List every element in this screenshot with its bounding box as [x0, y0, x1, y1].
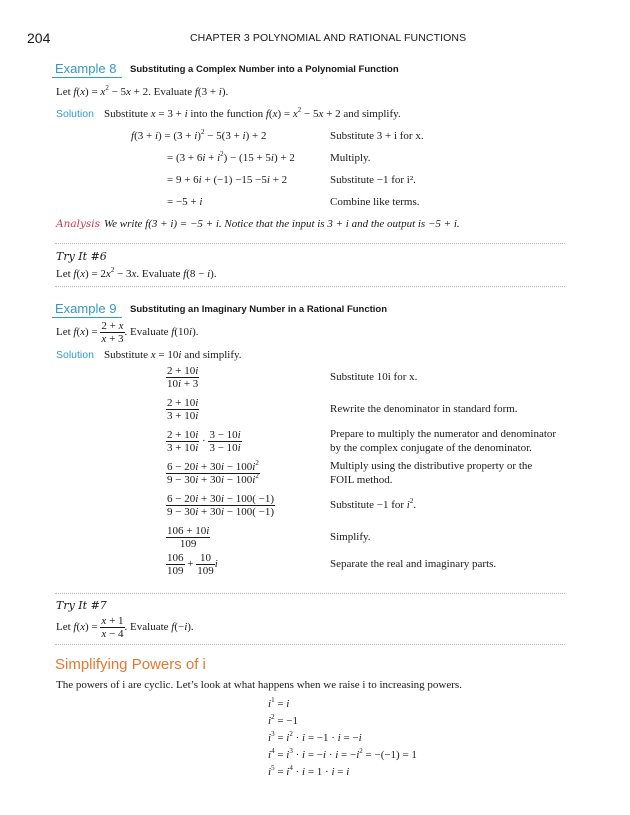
- example-9-step-7: $\frac{106}{109}$ + $\frac{10}{109}$ i: [167, 552, 218, 577]
- example-9-note-1: Substitute 10i for x.: [330, 371, 418, 383]
- try-it-6-label: Try It #6: [56, 250, 107, 263]
- powers-intro: The powers of i are cyclic. Let’s look at what happens when we raise i to increasing powers.: [56, 679, 462, 691]
- example-9-step-6: $\frac{106 + 10i}{109}$: [167, 525, 210, 550]
- example-9-step-1: $\frac{2 + 10i}{10i + 3}$: [167, 365, 199, 390]
- section-title-text: Simplifying Powers of i: [55, 656, 206, 673]
- example-8-step-1: $f(3 + i) = (3 + i)^2 - 5(3 + i) + 2$: [131, 127, 267, 142]
- example-9-underline: [52, 317, 122, 318]
- section-title: [55, 656, 206, 673]
- power-line-4: $i^4 = i^3 \cdot i = -i \cdot i = -i^2 = -(-1) = 1$: [268, 746, 417, 761]
- analysis-label: Analysis: [56, 218, 101, 230]
- try-it-7-label: Try It #7: [56, 599, 107, 612]
- example-8-step-3: = 9 + 6i + (−1) −15 −5i + 2: [167, 174, 288, 186]
- divider: [55, 286, 565, 287]
- divider: [55, 593, 565, 594]
- power-line-1: $i^1 = i$: [268, 695, 290, 710]
- example-8-label: Example 8: [55, 61, 117, 76]
- example-8-note-1: Substitute 3 + i for x.: [330, 130, 424, 142]
- analysis-text: We write f(3 + i) = −5 + i. Notice that the input is 3 + i and the output is −5 + i.: [104, 218, 460, 230]
- example-9-note-4b: FOIL method.: [330, 474, 393, 486]
- example-8-prompt: Let $f(x) = x^2 - 5x + 2$. Evaluate f(3 + i).: [56, 83, 229, 98]
- power-line-5: $i^5 = i^4 \cdot i = 1 \cdot i = i$: [268, 763, 350, 778]
- try-it-6-prompt: Let $f(x) = 2x^2 - 3x$. Evaluate f(8 − i).: [56, 265, 217, 280]
- example-9-prompt: Let f(x) = $\frac{2 + x}{x + 3}$ . Evaluate f(10i).: [56, 320, 199, 345]
- example-9-note-7: Separate the real and imaginary parts.: [330, 558, 497, 570]
- example-8-note-2: Multiply.: [330, 152, 371, 164]
- example-8-title: Substituting a Complex Number into a Polynomial Function: [130, 64, 399, 75]
- example-9-note-3a: Prepare to multiply the numerator and denominator: [330, 428, 557, 440]
- chapter-heading: CHAPTER 3 POLYNOMIAL AND RATIONAL FUNCTIONS: [190, 32, 467, 44]
- power-line-3: $i^3 = i^2 \cdot i = -1 \cdot i = -i$: [268, 729, 362, 744]
- divider: [55, 644, 565, 645]
- example-9-note-6: Simplify.: [330, 531, 371, 543]
- example-8-solution-label: Solution: [56, 108, 94, 120]
- try-it-7-prompt: Let f(x) = $\frac{x + 1}{x - 4}$ . Evaluate f(−i).: [56, 615, 194, 640]
- example-9-step-3: $\frac{2 + 10i}{3 + 10i}$ · $\frac{3 - 10i}{3 - 10i}$: [167, 429, 241, 454]
- example-8-solution-text: Substitute x = 3 + i into the function $f(x) = x^2 - 5x + 2$ and simplify.: [104, 105, 401, 120]
- example-9-step-2: $\frac{2 + 10i}{3 + 10i}$: [167, 397, 199, 422]
- example-9-step-5: $\frac{6 - 20i + 30i - 100( -1)}{9 - 30i + 30i - 100( -1)}$: [167, 493, 275, 518]
- example-9-step-4: $\frac{6 - 20i + 30i - 100i^2}{9 - 30i + 30i - 100i^2}$: [167, 458, 259, 486]
- example-9-solution-label: Solution: [56, 349, 94, 361]
- example-9-note-3b: by the complex conjugate of the denominator.: [330, 442, 532, 454]
- example-8-step-4: = −5 + i: [167, 196, 203, 208]
- example-9-label: Example 9: [55, 301, 117, 316]
- power-line-2: $i^2 = -1$: [268, 712, 298, 727]
- example-8-underline: [52, 77, 122, 78]
- example-9-note-5: Substitute −1 for $i^2$.: [330, 496, 417, 511]
- example-9-note-2: Rewrite the denominator in standard form.: [330, 403, 518, 415]
- page-number: 204: [27, 30, 51, 46]
- divider: [55, 243, 565, 244]
- example-9-note-4a: Multiply using the distributive property or the: [330, 460, 533, 472]
- example-8-note-3: Substitute −1 for i².: [330, 174, 416, 186]
- example-9-title: Substituting an Imaginary Number in a Rational Function: [130, 304, 388, 315]
- example-9-solution-text: Substitute x = 10i and simplify.: [104, 349, 242, 361]
- example-8-step-2: = $(3 + 6i + i^2) - (15 + 5i) + 2$: [167, 149, 295, 164]
- example-8-note-4: Combine like terms.: [330, 196, 420, 208]
